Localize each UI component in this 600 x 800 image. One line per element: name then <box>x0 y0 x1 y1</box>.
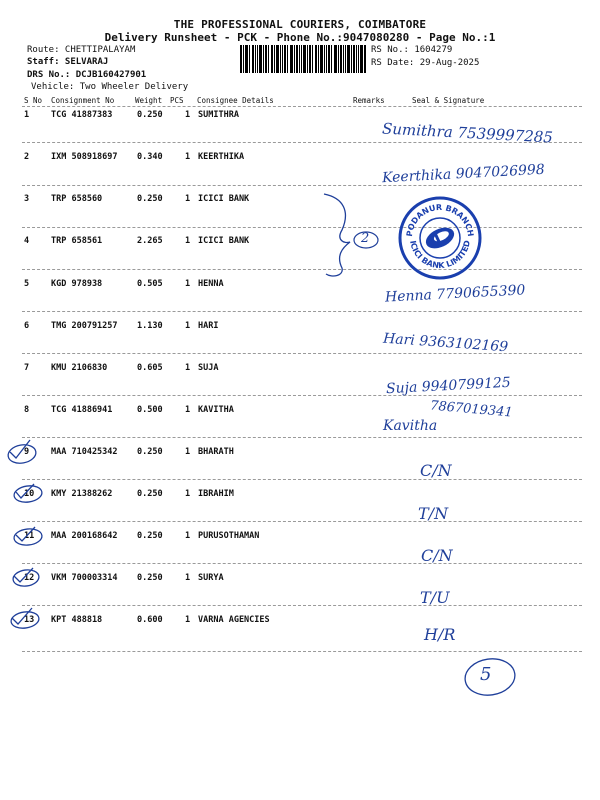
row-consignment: KGD 978938 <box>51 279 103 289</box>
row-pcs: 1 <box>185 531 191 541</box>
remark-count: 2 <box>361 231 370 246</box>
col-sno: S No <box>24 96 43 105</box>
row-sno: 6 <box>24 321 30 331</box>
icici-bracket <box>320 190 390 280</box>
row-pcs: 1 <box>185 110 191 120</box>
row-consignee: HENNA <box>198 279 224 289</box>
row-sno: 12 <box>24 573 35 583</box>
row-pcs: 1 <box>185 573 191 583</box>
row-sno: 5 <box>24 279 30 289</box>
row-separator <box>22 227 582 228</box>
row-weight: 0.600 <box>137 615 163 625</box>
row-consignee: KAVITHA <box>198 405 234 415</box>
row-separator <box>22 395 582 396</box>
row-sno: 2 <box>24 152 30 162</box>
signature-row-10: T/N <box>418 504 449 523</box>
row-consignee: ICICI BANK <box>198 194 250 204</box>
col-weight: Weight <box>135 96 163 105</box>
row-sno: 9 <box>24 447 30 457</box>
svg-text:PODANUR BRANCH: PODANUR BRANCH <box>404 202 476 238</box>
row-sno: 10 <box>24 489 35 499</box>
row-consignee: HARI <box>198 321 219 331</box>
signature-row-8-phone: 7867019341 <box>429 398 514 421</box>
rs-date: RS Date: 29-Aug-2025 <box>371 58 480 68</box>
svg-text:ICICI BANK LIMITED: ICICI BANK LIMITED <box>408 239 472 271</box>
row-separator <box>22 479 582 480</box>
row-pcs: 1 <box>185 447 191 457</box>
signature-row-5: Henna 7790655390 <box>384 282 526 306</box>
row-weight: 0.250 <box>137 110 163 120</box>
row-consignment: KMU 2106830 <box>51 363 108 373</box>
row-separator <box>22 651 582 652</box>
row-pcs: 1 <box>185 405 191 415</box>
col-consignee: Consignee Details <box>197 96 274 105</box>
route: Route: CHETTIPALAYAM <box>27 45 136 55</box>
total-circle <box>462 655 522 699</box>
row-sno: 13 <box>24 615 35 625</box>
row-weight: 0.250 <box>137 573 163 583</box>
row-sno: 3 <box>24 194 30 204</box>
row-separator <box>22 563 582 564</box>
rs-number: RS No.: 1604279 <box>371 45 453 55</box>
row-separator <box>22 437 582 438</box>
row-weight: 0.605 <box>137 363 163 373</box>
col-consignment: Consignment No <box>51 96 115 105</box>
row-consignment: TCG 41887383 <box>51 110 113 120</box>
row-weight: 0.340 <box>137 152 163 162</box>
row-sno: 8 <box>24 405 30 415</box>
row-consignment: MAA 710425342 <box>51 447 118 457</box>
row-weight: 0.250 <box>137 489 163 499</box>
signature-row-11: C/N <box>421 546 453 565</box>
row-consignee: VARNA AGENCIES <box>198 615 270 625</box>
row-consignment: KPT 488818 <box>51 615 103 625</box>
sno-tick-marks <box>0 0 60 640</box>
row-weight: 0.250 <box>137 531 163 541</box>
row-separator <box>22 269 582 270</box>
signature-row-9: C/N <box>420 461 452 480</box>
row-separator <box>22 605 582 606</box>
row-consignment: KMY 21388262 <box>51 489 113 499</box>
row-pcs: 1 <box>185 236 191 246</box>
company-title: THE PROFESSIONAL COURIERS, COIMBATORE <box>173 18 427 31</box>
row-consignment: TRP 658561 <box>51 236 103 246</box>
row-consignee: SURYA <box>198 573 224 583</box>
col-pcs: PCS <box>170 96 184 105</box>
barcode <box>240 45 366 73</box>
row-consignee: BHARATH <box>198 447 234 457</box>
row-consignment: TMG 200791257 <box>51 321 118 331</box>
row-pcs: 1 <box>185 279 191 289</box>
row-separator <box>22 521 582 522</box>
icici-bank-seal <box>398 196 482 280</box>
row-consignee: SUJA <box>198 363 219 373</box>
row-weight: 0.500 <box>137 405 163 415</box>
row-pcs: 1 <box>185 194 191 204</box>
row-consignee: ICICI BANK <box>198 236 250 246</box>
row-sno: 11 <box>24 531 35 541</box>
signature-row-8-name: Kavitha <box>383 418 438 434</box>
drs-number: DRS No.: DCJB160427901 <box>27 70 147 80</box>
row-weight: 0.250 <box>137 194 163 204</box>
row-separator <box>22 185 582 186</box>
col-seal-signature: Seal & Signature <box>412 96 485 105</box>
row-separator <box>22 311 582 312</box>
row-consignment: IXM 508918697 <box>51 152 118 162</box>
total-count: 5 <box>480 664 492 685</box>
row-weight: 2.265 <box>137 236 163 246</box>
header-separator <box>22 106 582 107</box>
vehicle: Vehicle: Two Wheeler Delivery <box>31 82 189 92</box>
row-consignment: MAA 200168642 <box>51 531 118 541</box>
row-pcs: 1 <box>185 615 191 625</box>
signature-row-2: Keerthika 9047026998 <box>381 161 546 187</box>
signature-row-13: H/R <box>424 625 456 644</box>
row-pcs: 1 <box>185 152 191 162</box>
row-sno: 7 <box>24 363 30 373</box>
col-remarks: Remarks <box>353 96 385 105</box>
row-pcs: 1 <box>185 321 191 331</box>
row-weight: 0.505 <box>137 279 163 289</box>
row-consignee: PURUSOTHAMAN <box>198 531 260 541</box>
signature-row-12: T/U <box>420 588 450 607</box>
runsheet-subtitle: Delivery Runsheet - PCK - Phone No.:9047080280 - Page No.:1 <box>104 31 496 44</box>
row-consignment: TCG 41886941 <box>51 405 113 415</box>
signature-row-7: Suja 9940799125 <box>385 374 512 398</box>
row-consignee: IBRAHIM <box>198 489 234 499</box>
row-consignee: SUMITHRA <box>198 110 239 120</box>
row-pcs: 1 <box>185 363 191 373</box>
row-consignment: VKM 700003314 <box>51 573 118 583</box>
staff: Staff: SELVARAJ <box>27 57 109 67</box>
row-sno: 4 <box>24 236 30 246</box>
row-weight: 1.130 <box>137 321 163 331</box>
row-sno: 1 <box>24 110 30 120</box>
row-weight: 0.250 <box>137 447 163 457</box>
row-pcs: 1 <box>185 489 191 499</box>
signature-row-1: Sumithra 7539997285 <box>381 119 554 147</box>
signature-row-6: Hari 9363102169 <box>382 330 509 356</box>
row-consignment: TRP 658560 <box>51 194 103 204</box>
row-consignee: KEERTHIKA <box>198 152 245 162</box>
